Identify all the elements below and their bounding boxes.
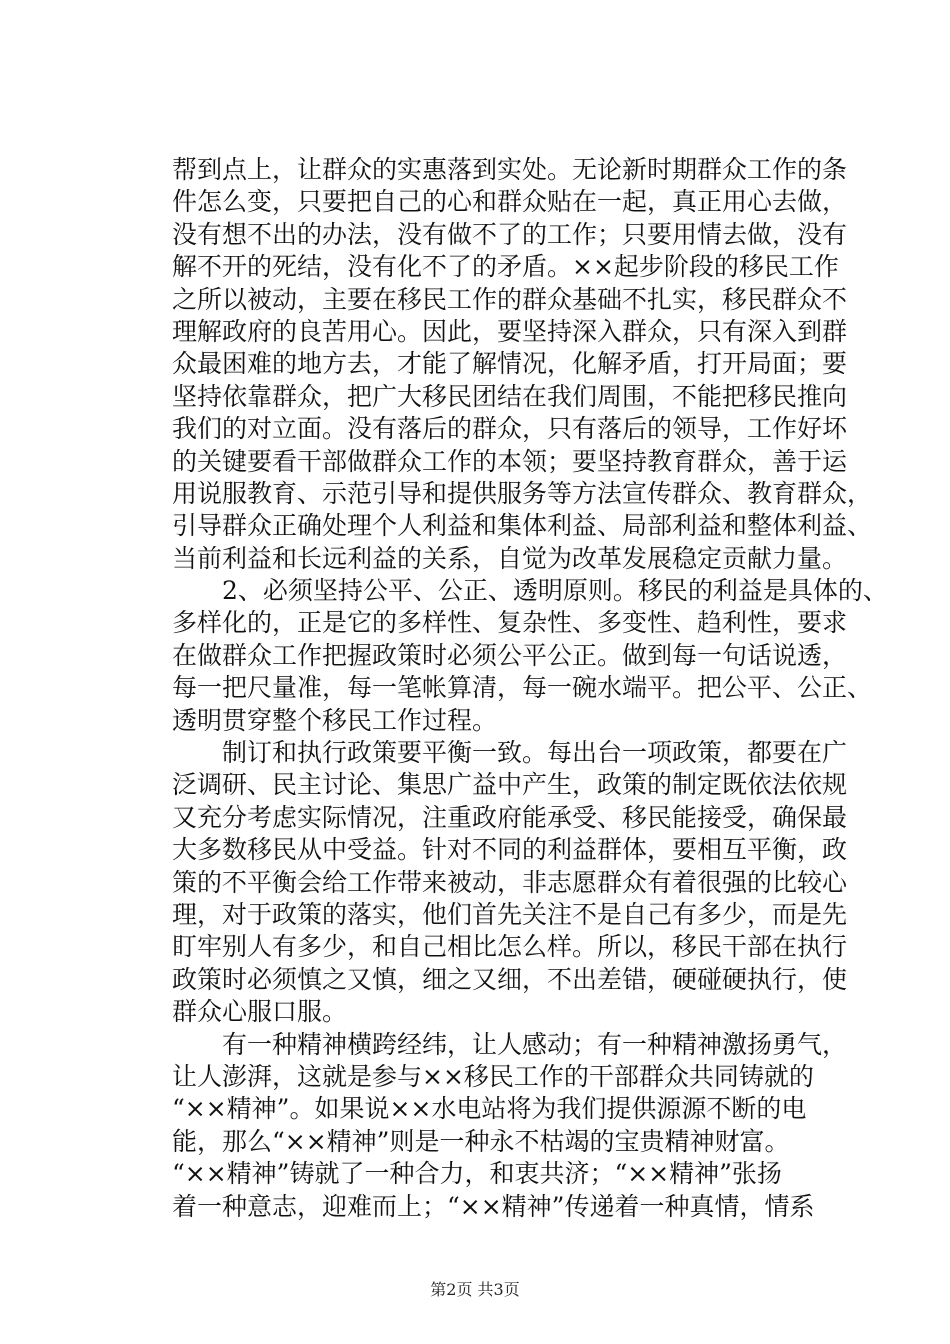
text-line: 多样化的，正是它的多样性、复杂性、多变性、趋利性，要求: [172, 608, 848, 638]
text-line: 大多数移民从中受益。针对不同的利益群体，要相互平衡，政: [172, 835, 848, 865]
page-number-label: 第2页 共3页: [430, 1280, 520, 1299]
text-line: 策的不平衡会给工作带来被动，非志愿群众有着很强的比较心: [172, 867, 848, 897]
text-line: 帮到点上，让群众的实惠落到实处。无论新时期群众工作的条: [172, 155, 848, 184]
text-line: 理解政府的良苦用心。因此，要坚持深入群众，只有深入到群: [172, 316, 848, 346]
page-footer: [0, 1280, 950, 1300]
text-line: 又充分考虑实际情况，注重政府能承受、移民能接受，确保最: [172, 802, 848, 832]
text-line: 没有想不出的办法，没有做不了的工作；只要用情去做，没有: [172, 219, 848, 249]
text-line: 泛调研、民主讨论、集思广益中产生，政策的制定既依法依规: [172, 770, 848, 800]
text-line: 当前利益和长远利益的关系，自觉为改革发展稳定贡献力量。: [172, 543, 848, 573]
body-text: [172, 154, 888, 1223]
text-line: 政策时必须慎之又慎，细之又细，不出差错，硬碰硬执行，使: [172, 964, 848, 994]
text-line: 众最困难的地方去，才能了解情况，化解矛盾，打开局面；要: [172, 349, 848, 379]
text-line: 有一种精神横跨经纬，让人感动；有一种精神激扬勇气，: [172, 1029, 848, 1059]
text-line: 盯牢别人有多少，和自己相比怎么样。所以，移民干部在执行: [172, 932, 848, 962]
text-line: 每一把尺量准，每一笔帐算清，每一碗水端平。把公平、公正、: [172, 673, 873, 703]
text-line: 解不开的死结，没有化不了的矛盾。××起步阶段的移民工作: [172, 252, 839, 282]
text-line: “××精神”铸就了一种合力，和衷共济；“××精神”张扬: [172, 1159, 782, 1189]
text-line: 能，那么“××精神”则是一种永不枯竭的宝贵精神财富。: [172, 1126, 790, 1156]
text-line: 2、必须坚持公平、公正、透明原则。移民的利益是具体的、: [172, 576, 888, 606]
text-line: 制订和执行政策要平衡一致。每出台一项政策，都要在广: [172, 738, 848, 768]
text-line: 让人澎湃，这就是参与××移民工作的干部群众共同铸就的: [172, 1061, 814, 1091]
text-line: 我们的对立面。没有落后的群众，只有落后的领导，工作好坏: [172, 414, 848, 444]
text-line: 之所以被动，主要在移民工作的群众基础不扎实，移民群众不: [172, 284, 848, 314]
text-line: 在做群众工作把握政策时必须公平公正。做到每一句话说透，: [172, 640, 848, 670]
text-line: 理，对于政策的落实，他们首先关注不是自己有多少，而是先: [172, 899, 848, 929]
text-line: 群众心服口服。: [172, 997, 348, 1027]
text-line: 的关键要看干部做群众工作的本领；要坚持教育群众，善于运: [172, 446, 848, 476]
text-line: “××精神”。如果说××水电站将为我们提供源源不断的电: [172, 1094, 807, 1124]
text-line: 引导群众正确处理个人利益和集体利益、局部利益和整体利益、: [172, 511, 873, 541]
text-line: 用说服教育、示范引导和提供服务等方法宣传群众、教育群众，: [172, 478, 873, 508]
text-line: 坚持依靠群众，把广大移民团结在我们周围，不能把移民推向: [172, 381, 848, 411]
text-line: 着一种意志，迎难而上；“××精神”传递着一种真情，情系: [172, 1191, 815, 1221]
text-line: 透明贯穿整个移民工作过程。: [172, 705, 498, 735]
text-line: 件怎么变，只要把自己的心和群众贴在一起，真正用心去做，: [172, 187, 848, 217]
